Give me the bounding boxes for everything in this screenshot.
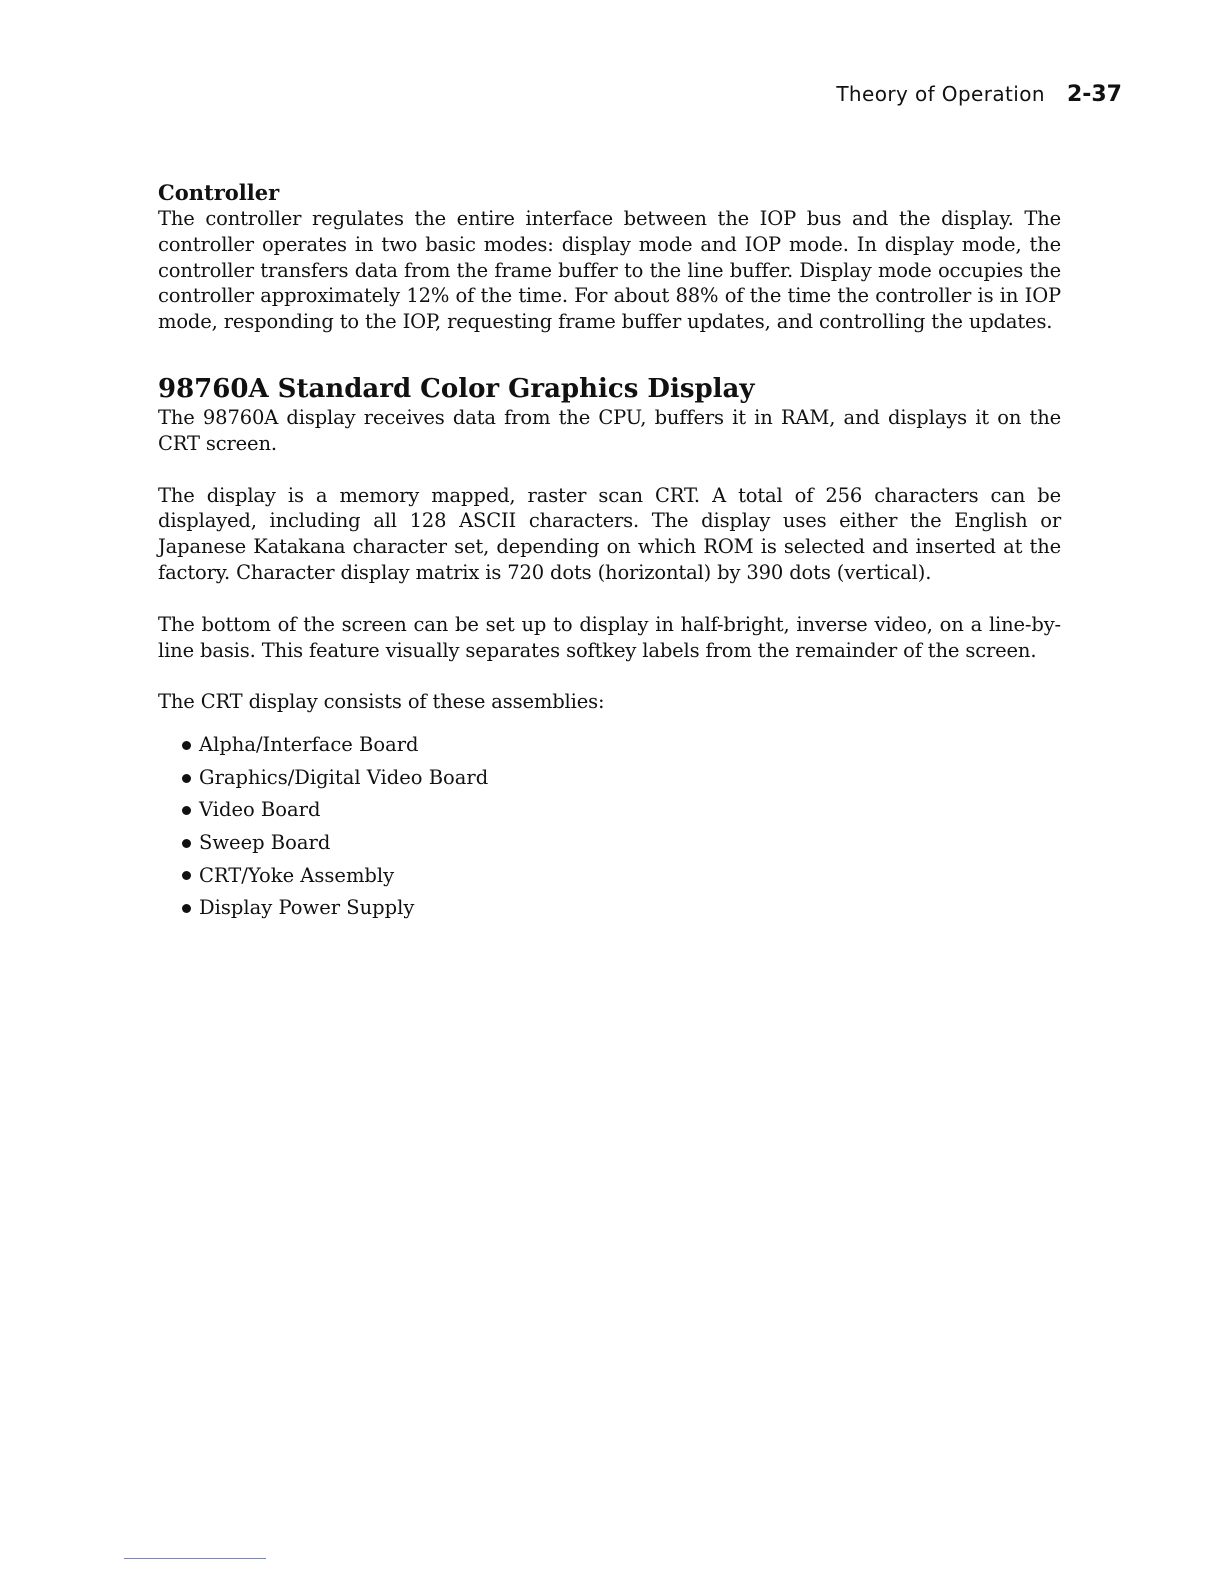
- list-item: [182, 892, 1061, 925]
- assemblies-list: [182, 729, 1061, 925]
- list-item-label: CRT/Yoke Assembly: [199, 863, 395, 887]
- bullet-icon: [182, 871, 191, 880]
- running-title: Theory of Operation: [836, 82, 1045, 106]
- bullet-icon: [182, 741, 191, 750]
- controller-paragraph: The controller regulates the entire interface between the IOP bus and the display. The controller operates in two basic modes: display mode and IOP mode. In display mode, the controller transfers data from the frame buffer to the line buffer. Display mode occupies the controller approximately 12% of the time. For about 88% of the time the controller is in IOP mode, responding to the IOP, requesting frame buffer updates, and controlling the updates.: [158, 207, 1061, 334]
- controller-heading: Controller: [158, 180, 280, 205]
- list-item-label: Alpha/Interface Board: [199, 733, 419, 757]
- bullet-icon: [182, 839, 191, 848]
- bullet-icon: [182, 774, 191, 783]
- display-paragraph-1: The 98760A display receives data from the CPU, buffers it in RAM, and displays it on the CRT screen.: [158, 405, 1061, 455]
- display-paragraph-2: The display is a memory mapped, raster scan CRT. A total of 256 characters can be displayed, including all 128 ASCII characters. The display uses either the English or Japanese Katakana character set, depending on which ROM is selected and inserted at the factory. Character display matrix is 720 dots (horizontal) by 390 dots (vertical).: [158, 483, 1061, 584]
- section-title: 98760A Standard Color Graphics Display: [158, 373, 755, 404]
- list-item: [182, 794, 1061, 827]
- display-paragraph-3: The bottom of the screen can be set up to display in half-bright, inverse video, on a line-by-line basis. This feature visually separates softkey labels from the remainder of the screen.: [158, 612, 1061, 662]
- running-header: [836, 82, 1122, 107]
- list-item-label: Sweep Board: [199, 830, 331, 854]
- list-item-label: Graphics/Digital Video Board: [199, 765, 489, 789]
- bullet-icon: [182, 806, 191, 815]
- display-paragraph-4: The CRT display consists of these assemblies:: [158, 690, 605, 714]
- list-item-label: Video Board: [199, 798, 321, 822]
- footnote-rule: [124, 1558, 266, 1559]
- list-item: [182, 762, 1061, 795]
- list-item: [182, 860, 1061, 893]
- list-item: [182, 827, 1061, 860]
- list-item-label: Display Power Supply: [199, 896, 415, 920]
- page-number: 2-37: [1066, 82, 1122, 107]
- page-content: [158, 180, 1061, 925]
- bullet-icon: [182, 904, 191, 913]
- list-item: [182, 729, 1061, 762]
